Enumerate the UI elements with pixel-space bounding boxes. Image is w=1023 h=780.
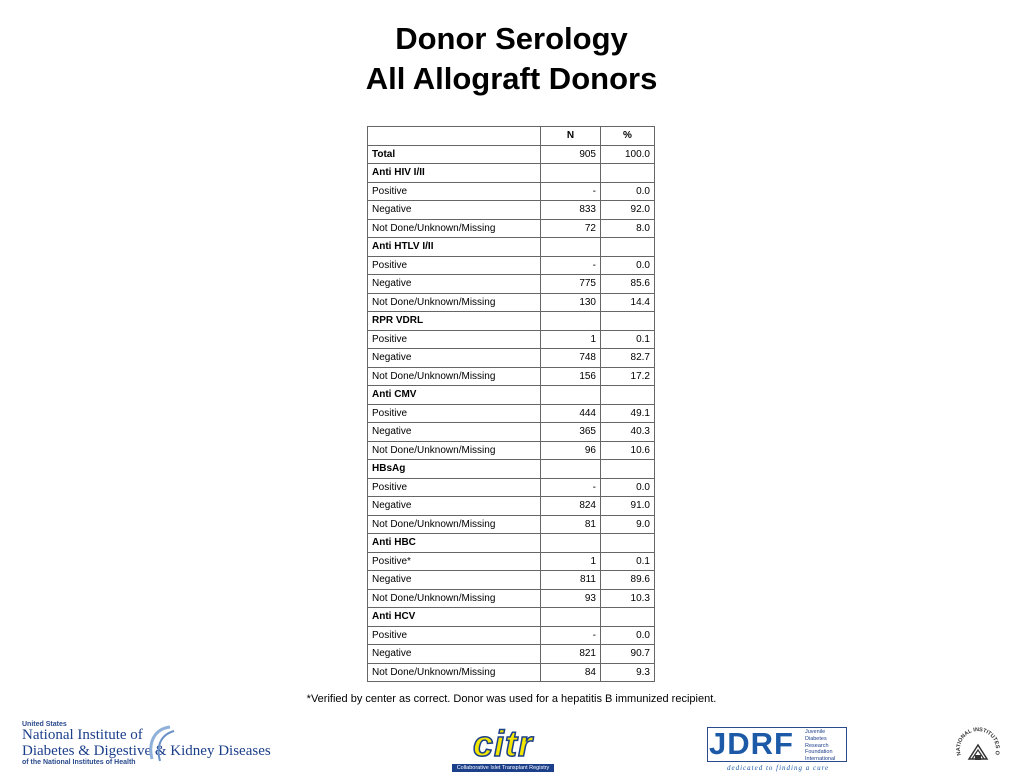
row-label: Not Done/Unknown/Missing: [368, 367, 541, 386]
jdrf-small-3: Foundation: [805, 749, 833, 756]
group-empty-n: [541, 534, 601, 553]
jdrf-small-2: Research: [805, 742, 829, 749]
table-row-group-title: [368, 534, 655, 553]
niddk-line-1: National Institute of: [22, 727, 143, 743]
row-pct: 0.0: [601, 182, 655, 201]
row-n: 156: [541, 367, 601, 386]
row-pct: 40.3: [601, 423, 655, 442]
table-row: [368, 330, 655, 349]
row-n: 444: [541, 404, 601, 423]
row-pct: 49.1: [601, 404, 655, 423]
jdrf-small-4: International: [805, 756, 836, 763]
row-pct: 9.0: [601, 515, 655, 534]
row-n: 1: [541, 330, 601, 349]
row-pct: 0.0: [601, 256, 655, 275]
nih-seal-icon: [953, 725, 1003, 775]
row-n: 96: [541, 441, 601, 460]
group-empty-n: [541, 164, 601, 183]
group-title: Anti HBC: [368, 534, 541, 553]
table-row: [368, 571, 655, 590]
row-n: 84: [541, 663, 601, 682]
row-pct: 91.0: [601, 497, 655, 516]
row-n: 748: [541, 349, 601, 368]
group-empty-pct: [601, 312, 655, 331]
table-row: [368, 645, 655, 664]
jdrf-small-1: Diabetes: [805, 735, 827, 742]
citr-wordmark: citr: [472, 723, 534, 764]
table-header-row: [368, 127, 655, 146]
row-label: Positive: [368, 478, 541, 497]
group-empty-pct: [601, 534, 655, 553]
row-n: 833: [541, 201, 601, 220]
table-row: [368, 663, 655, 682]
row-pct: 9.3: [601, 663, 655, 682]
row-n: -: [541, 182, 601, 201]
table-row: [368, 256, 655, 275]
table-row: [368, 349, 655, 368]
row-label: Negative: [368, 497, 541, 516]
row-label: Positive: [368, 404, 541, 423]
row-n: 72: [541, 219, 601, 238]
row-label: Not Done/Unknown/Missing: [368, 515, 541, 534]
row-n: 81: [541, 515, 601, 534]
row-n: 365: [541, 423, 601, 442]
table-row: [368, 552, 655, 571]
table-row-group-title: [368, 238, 655, 257]
table-row: [368, 515, 655, 534]
row-pct: 0.0: [601, 626, 655, 645]
row-label: Positive: [368, 256, 541, 275]
table-row: [368, 497, 655, 516]
jdrf-tagline: dedicated to finding a cure: [727, 764, 830, 772]
table-row-group-title: [368, 460, 655, 479]
table-row-total: [368, 145, 655, 164]
row-pct: 0.0: [601, 478, 655, 497]
row-n: 824: [541, 497, 601, 516]
row-label: Negative: [368, 423, 541, 442]
row-pct: 92.0: [601, 201, 655, 220]
row-pct: 0.1: [601, 330, 655, 349]
row-label: Negative: [368, 349, 541, 368]
row-label: Not Done/Unknown/Missing: [368, 219, 541, 238]
row-label: Positive: [368, 330, 541, 349]
group-title: Anti HCV: [368, 608, 541, 627]
row-pct: 85.6: [601, 275, 655, 294]
nih-seal-text: NATIONAL INSTITUTES O: [955, 727, 1001, 757]
group-empty-n: [541, 386, 601, 405]
table-row: [368, 478, 655, 497]
niddk-line-2: Diabetes & Digestive & Kidney Diseases: [22, 743, 271, 759]
row-n: -: [541, 626, 601, 645]
table-row: [368, 275, 655, 294]
row-label: Negative: [368, 571, 541, 590]
row-label: Negative: [368, 201, 541, 220]
row-pct: 17.2: [601, 367, 655, 386]
row-label: Positive: [368, 182, 541, 201]
total-label: Total: [368, 145, 541, 164]
row-pct: 8.0: [601, 219, 655, 238]
group-title: HBsAg: [368, 460, 541, 479]
row-pct: 10.3: [601, 589, 655, 608]
row-n: 130: [541, 293, 601, 312]
row-label: Not Done/Unknown/Missing: [368, 293, 541, 312]
table-row: [368, 404, 655, 423]
table-row: [368, 589, 655, 608]
row-n: 1: [541, 552, 601, 571]
table-row: [368, 423, 655, 442]
row-n: -: [541, 478, 601, 497]
table-row: [368, 182, 655, 201]
table-row: [368, 626, 655, 645]
row-pct: 10.6: [601, 441, 655, 460]
row-n: -: [541, 256, 601, 275]
group-empty-pct: [601, 460, 655, 479]
header-n: N: [541, 127, 601, 146]
group-title: Anti HTLV I/II: [368, 238, 541, 257]
row-label: Not Done/Unknown/Missing: [368, 441, 541, 460]
table-row: [368, 219, 655, 238]
table-row-group-title: [368, 608, 655, 627]
title-line-2: All Allograft Donors: [365, 61, 658, 96]
table-row-group-title: [368, 164, 655, 183]
group-title: Anti HIV I/II: [368, 164, 541, 183]
row-pct: 82.7: [601, 349, 655, 368]
row-pct: 0.1: [601, 552, 655, 571]
table-row-group-title: [368, 312, 655, 331]
total-n: 905: [541, 145, 601, 164]
group-empty-pct: [601, 238, 655, 257]
group-empty-pct: [601, 608, 655, 627]
table-row-group-title: [368, 386, 655, 405]
table-row: [368, 441, 655, 460]
row-pct: 14.4: [601, 293, 655, 312]
row-n: 93: [541, 589, 601, 608]
niddk-line-0: United States: [22, 721, 67, 728]
jdrf-small-text: [805, 729, 835, 763]
jdrf-logo: [707, 727, 847, 773]
table-row: [368, 367, 655, 386]
row-n: 811: [541, 571, 601, 590]
niddk-line-3: of the National Institutes of Health: [22, 759, 136, 766]
group-empty-pct: [601, 164, 655, 183]
header-label: [368, 127, 541, 146]
title-line-1: Donor Serology: [395, 21, 628, 56]
table-row: [368, 201, 655, 220]
footnote: *Verified by center as correct. Donor was used for a hepatitis B immunized recipient.: [306, 693, 717, 705]
citr-logo: [452, 723, 554, 773]
serology-table: [367, 126, 655, 682]
row-label: Not Done/Unknown/Missing: [368, 589, 541, 608]
row-pct: 89.6: [601, 571, 655, 590]
group-empty-pct: [601, 386, 655, 405]
niddk-logo: [22, 721, 271, 771]
row-pct: 90.7: [601, 645, 655, 664]
table-row: [368, 293, 655, 312]
row-n: 821: [541, 645, 601, 664]
group-empty-n: [541, 460, 601, 479]
group-title: RPR VDRL: [368, 312, 541, 331]
row-label: Negative: [368, 645, 541, 664]
row-label: Positive: [368, 626, 541, 645]
group-empty-n: [541, 312, 601, 331]
jdrf-wordmark: JDRF: [709, 726, 794, 761]
citr-subtitle: Collaborative Islet Transplant Registry: [452, 764, 554, 772]
header-pct: %: [601, 127, 655, 146]
jdrf-small-0: Juvenile: [805, 729, 826, 735]
total-pct: 100.0: [601, 145, 655, 164]
group-empty-n: [541, 238, 601, 257]
row-label: Negative: [368, 275, 541, 294]
row-n: 775: [541, 275, 601, 294]
row-label: Positive*: [368, 552, 541, 571]
row-label: Not Done/Unknown/Missing: [368, 663, 541, 682]
group-title: Anti CMV: [368, 386, 541, 405]
niddk-swoosh-icon: [140, 723, 180, 763]
group-empty-n: [541, 608, 601, 627]
